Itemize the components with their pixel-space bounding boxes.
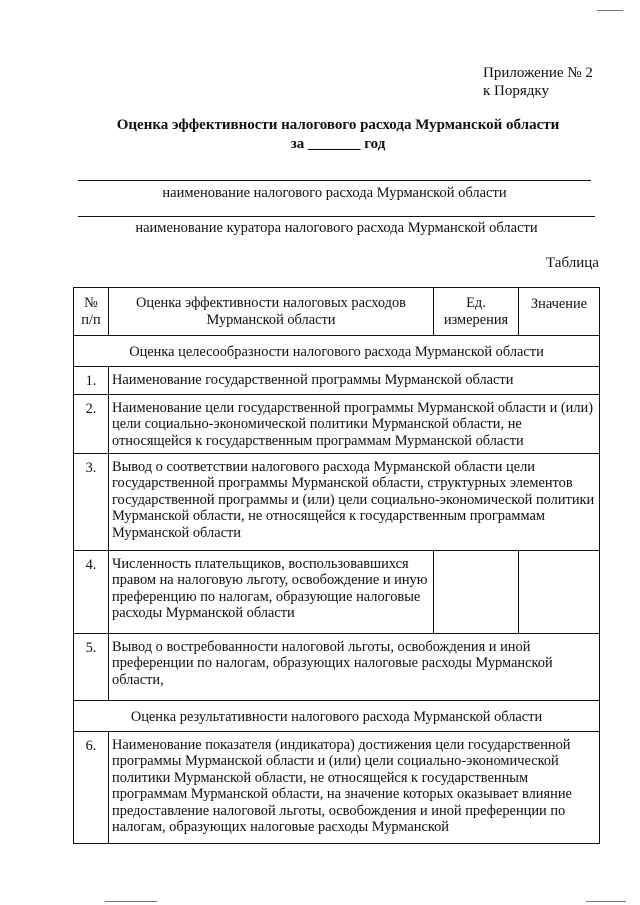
header-evaluation: Оценка эффективности налоговых расходов Мурманской области	[109, 288, 434, 336]
table-row	[74, 394, 600, 453]
table-label: Таблица	[546, 255, 599, 271]
tax-expense-caption: наименование налогового расхода Мурманской области	[162, 185, 507, 201]
section-row	[74, 336, 600, 367]
evaluation-table	[73, 287, 600, 844]
row-text: Численность плательщиков, воспользовавшихся правом на налоговую льготу, освобождение и иную преференцию по налогам, образующие налоговые расходы Мурманской области	[109, 550, 434, 633]
row-value-cell	[519, 550, 600, 633]
table-row	[74, 453, 600, 550]
row-text: Наименование показателя (индикатора) достижения цели государственной программы Мурманской области и (или) цели социально-экономической политики Мурманской области, не относящейся к государственным программам Мурманской области, на значение которых оказывает влияние предоставление налоговой льготы, освобождения и иной преференции по налогам, образующих налоговые расходы Мурманской	[109, 731, 600, 843]
section-title-effectiveness: Оценка результативности налогового расхода Мурманской области	[74, 700, 600, 731]
row-text: Наименование государственной программы Мурманской области	[109, 366, 600, 394]
row-text: Вывод о соответствии налогового расхода Мурманской области цели государственной программы Мурманской области, структурных элементов государственной программы и (или) цели социально-экономической политики Мурманской области, не относящейся к государственным программам Мурманской области	[109, 453, 600, 550]
header-value: Значение	[519, 288, 600, 336]
appendix-label	[483, 64, 593, 100]
scan-mark-top-right	[597, 10, 623, 11]
appendix-line-2: к Порядку	[483, 83, 549, 99]
row-text: Наименование цели государственной программы Мурманской области и (или) цели социально-экономической политики Мурманской области, не относящейся к государственным программам Мурманской области	[109, 394, 600, 453]
scan-mark-bottom-left	[105, 901, 157, 902]
scan-mark-bottom-right	[586, 901, 626, 902]
document-year-line: за _______ год	[290, 136, 386, 152]
table-row	[74, 550, 600, 633]
row-number: 5.	[74, 633, 109, 700]
row-number: 6.	[74, 731, 109, 843]
row-unit-cell	[434, 550, 519, 633]
section-title-expediency: Оценка целесообразности налогового расхода Мурманской области	[74, 336, 600, 367]
document-title: Оценка эффективности налогового расхода Мурманской области	[116, 117, 560, 133]
header-unit: Ед. измерения	[434, 288, 519, 336]
row-number: 2.	[74, 394, 109, 453]
section-row	[74, 700, 600, 731]
row-number: 3.	[74, 453, 109, 550]
row-number: 4.	[74, 550, 109, 633]
appendix-line-1: Приложение № 2	[483, 65, 593, 81]
row-text: Вывод о востребованности налоговой льготы, освобождения и иной преференции по налогам, образующих налоговые расходы Мурманской области,	[109, 633, 600, 700]
curator-caption: наименование куратора налогового расхода Мурманской области	[135, 220, 538, 236]
table-row	[74, 731, 600, 843]
curator-name-line	[78, 216, 595, 217]
table-header-row	[74, 288, 600, 336]
row-number: 1.	[74, 366, 109, 394]
table-row	[74, 366, 600, 394]
table-row	[74, 633, 600, 700]
header-num: № п/п	[74, 288, 109, 336]
tax-expense-name-line	[78, 180, 591, 181]
